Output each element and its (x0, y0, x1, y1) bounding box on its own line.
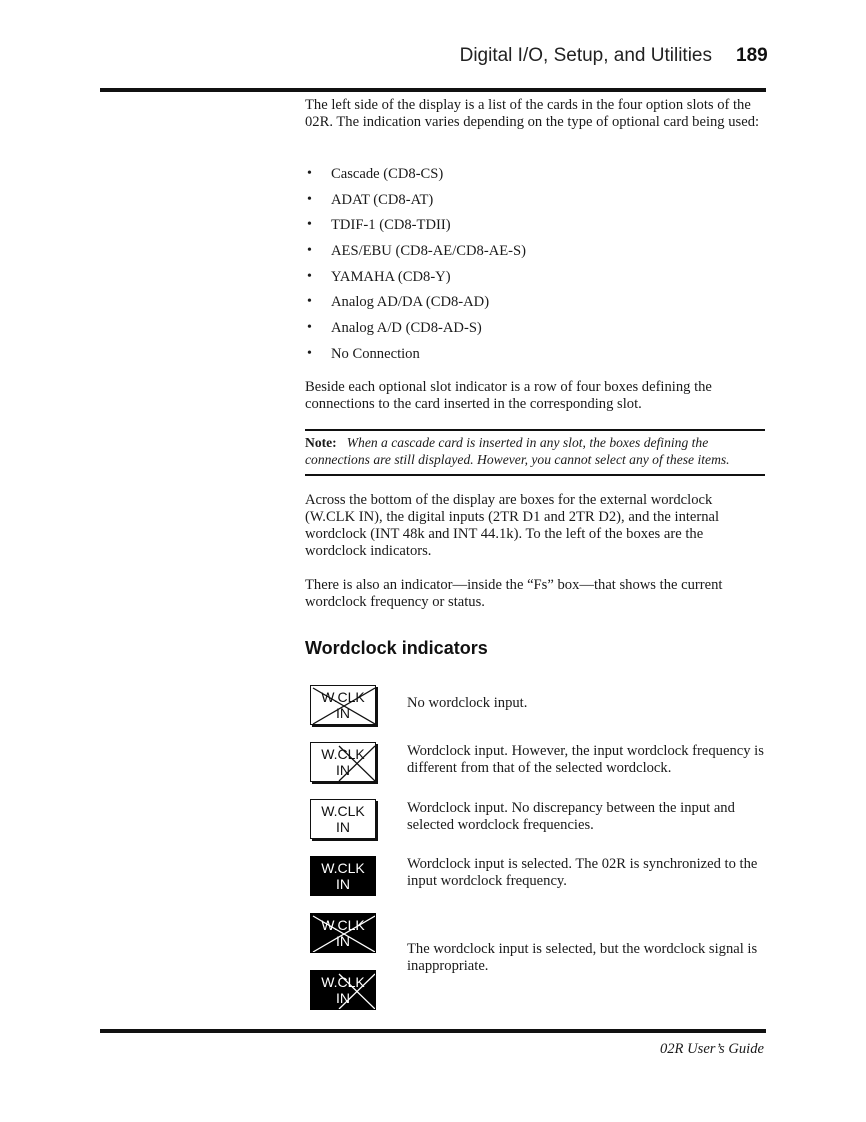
note (305, 434, 765, 468)
wclk-indicator-selected (310, 856, 376, 896)
note-text: When a cascade card is inserted in any slot, the boxes defining the connections are still displayed. However, you cannot select any of these items. (305, 435, 730, 467)
indicator-description: Wordclock input. No discrepancy between the input and selected wordclock frequencies. (407, 800, 735, 833)
wclk-indicator-input-ok (310, 799, 376, 839)
indicator-label-line1: W.CLK (321, 917, 365, 933)
running-header-title: Digital I/O, Setup, and Utilities (459, 45, 712, 66)
cross-icon (311, 686, 376, 725)
indicator-description: Wordclock input is selected. The 02R is synchronized to the input wordclock frequency. (407, 856, 758, 889)
indicator-label-line2: IN (336, 933, 350, 949)
intro-paragraph: The left side of the display is a list of the cards in the four option slots of the 02R. The indication varies depending on the type of optional card being used: (305, 97, 760, 130)
wclk-indicator-selected-mismatch (310, 970, 376, 1010)
indicator-label-line1: W.CLK (321, 974, 365, 990)
note-top-rule (305, 429, 765, 431)
indicator-label-line2: IN (336, 705, 350, 721)
partial-cross-icon (311, 743, 376, 782)
indicator-label-line1: W.CLK (321, 689, 365, 705)
list-item: • No Connection (305, 344, 765, 370)
list-item: • TDIF-1 (CD8-TDII) (305, 215, 765, 241)
indicator-label-line1: W.CLK (321, 860, 365, 876)
list-item: • Analog AD/DA (CD8-AD) (305, 292, 765, 318)
note-bottom-rule (305, 474, 765, 476)
wordclock-paragraph: Across the bottom of the display are boxes for the external wordclock (W.CLK IN), the digital inputs (2TR D1 and 2TR D2), and the internal wordclock (INT 48k and INT 44.1k). To the left of the boxes are the wordclock indicators. (305, 492, 720, 559)
indicator-description: Wordclock input. However, the input wordclock frequency is different from that of the selected wordclock. (407, 743, 764, 776)
partial-cross-icon (311, 971, 376, 1010)
wclk-indicator-no-input (310, 685, 376, 725)
indicator-label-line1: W.CLK (321, 746, 365, 762)
indicator-label-line2: IN (336, 819, 350, 835)
list-item: • Analog A/D (CD8-AD-S) (305, 318, 765, 344)
header-rule (100, 88, 766, 92)
indicator-description: No wordclock input. (407, 695, 528, 711)
indicator-label-line2: IN (336, 876, 350, 892)
fs-paragraph: There is also an indicator—inside the “Fs” box—that shows the current wordclock frequency or status. (305, 577, 723, 610)
wclk-indicator-selected-inappropriate (310, 913, 376, 953)
list-item: • AES/EBU (CD8-AE/CD8-AE-S) (305, 241, 765, 267)
list-item: • ADAT (CD8-AT) (305, 190, 765, 216)
indicator-label-line2: IN (336, 762, 350, 778)
indicator-label-line2: IN (336, 990, 350, 1006)
indicator-description: The wordclock input is selected, but the wordclock signal is inappropriate. (407, 941, 758, 974)
note-label: Note: (305, 435, 337, 450)
wclk-indicator-freq-mismatch (310, 742, 376, 782)
page-number: 189 (736, 45, 768, 66)
section-heading: Wordclock indicators (305, 638, 488, 658)
footer-rule (100, 1029, 766, 1033)
list-item: • YAMAHA (CD8-Y) (305, 267, 765, 293)
cross-icon (311, 914, 376, 953)
indicator-label-line1: W.CLK (321, 803, 365, 819)
slot-paragraph: Beside each optional slot indicator is a row of four boxes defining the connections to the card inserted in the corresponding slot. (305, 379, 712, 412)
list-item: • Cascade (CD8-CS) (305, 164, 765, 190)
card-type-list (305, 164, 765, 370)
running-footer: 02R User’s Guide (659, 1041, 764, 1057)
